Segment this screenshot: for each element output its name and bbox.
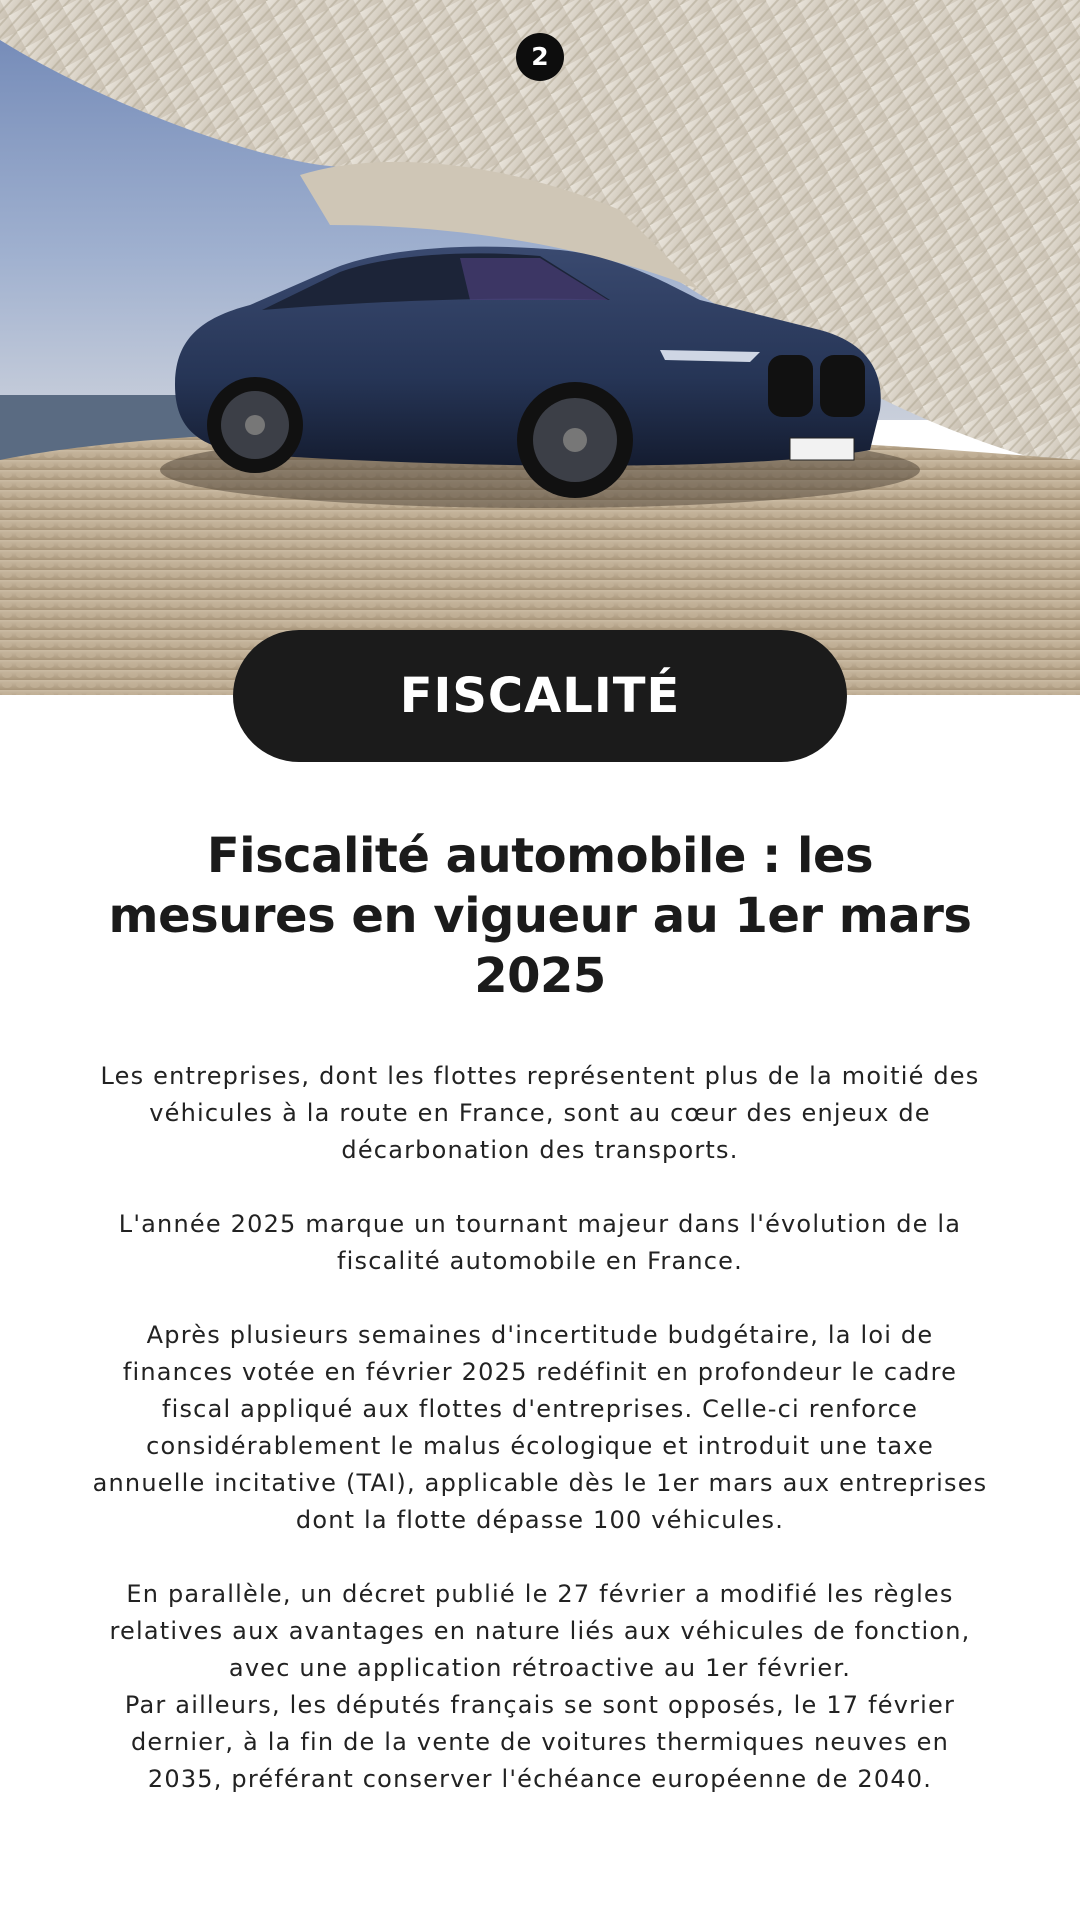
car-photo	[0, 0, 1080, 695]
category-label: FISCALITÉ	[233, 630, 847, 762]
article	[90, 826, 990, 1798]
paragraph: Les entreprises, dont les flottes représentent plus de la moitié des véhicules à la route en France, sont au cœur des enjeux de décarbonation des transports.	[100, 1062, 980, 1164]
paragraph: En parallèle, un décret publié le 27 février a modifié les règles relatives aux avantages en nature liés aux véhicules de fonction, avec une application rétroactive au 1er février.	[109, 1580, 971, 1682]
article-body	[90, 1058, 990, 1798]
paragraph: Après plusieurs semaines d'incertitude budgétaire, la loi de finances votée en février 2025 redéfinit en profondeur le cadre fiscal appliqué aux flottes d'entreprises. Celle-ci renforce considérablement le malus écologique et introduit une taxe annuelle incitative (TAI), applicable dès le 1er mars aux entreprises dont la flotte dépasse 100 véhicules.	[92, 1321, 988, 1534]
paragraph: Par ailleurs, les députés français se sont opposés, le 17 février dernier, à la fin de la vente de voitures thermiques neuves en 2035, préférant conserver l'échéance européenne de 2040.	[124, 1691, 956, 1793]
paragraph: L'année 2025 marque un tournant majeur dans l'évolution de la fiscalité automobile en France.	[118, 1210, 962, 1275]
article-headline: Fiscalité automobile : les mesures en vigueur au 1er mars 2025	[108, 828, 972, 1004]
page-number-badge: 2	[516, 33, 564, 81]
hero-image	[0, 0, 1080, 695]
